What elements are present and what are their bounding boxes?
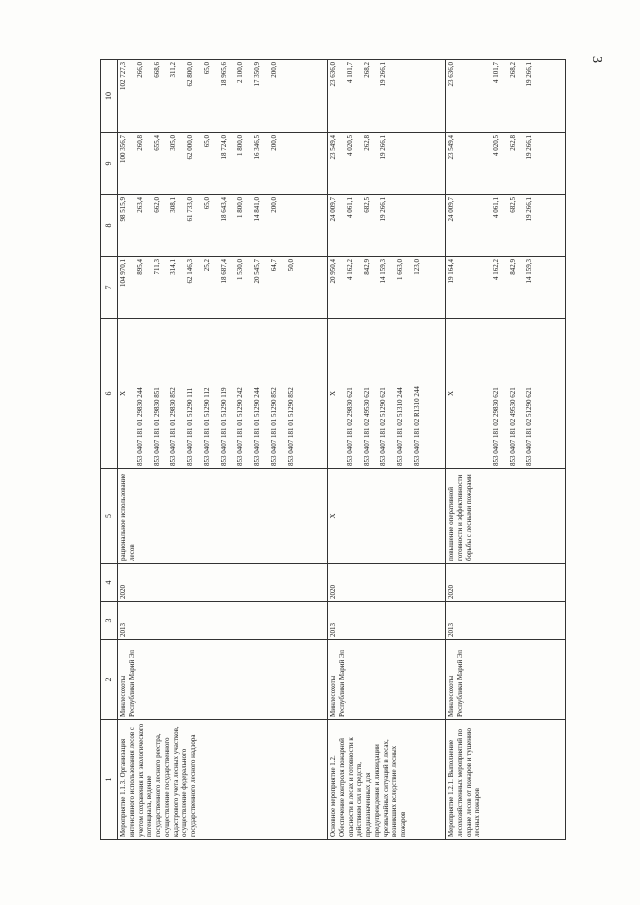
row-executor: Минлесохоты Республики Марий Эл — [446, 640, 566, 720]
header-cell: 4 — [101, 564, 118, 602]
row-end-year: 2020 — [118, 564, 328, 602]
row-name: Мероприятие 1.2.1. Выполнение лесохозяйственных мероприятий по охране лесов от пожаров и тушению лесных пожаров — [446, 720, 566, 840]
row-col10-values: 102 727,3 266,0 668,6 311,2 62 800,0 65,0 18 965,6 2 100,0 17 350,9 200,0 — [118, 60, 328, 133]
row-start-year: 2013 — [118, 602, 328, 640]
row-executor: Минлесохоты Республики Марий Эл — [118, 640, 328, 720]
header-cell: 2 — [101, 640, 118, 720]
row-col8-values: 24 009,7 4 061,1 682,5 19 266,1 — [446, 195, 566, 257]
row-codes: X 853 0407 181 01 29830 244 853 0407 181 01 29830 851 853 0407 181 01 29830 852 853 0407 181 01 51290 111 853 0407 181 01 51290 112 853 0407 181 01 51290 119 853 0407 181 01 51290 242 853 0407 181 01 51290 244 853 0407 181 01 51290 852 853 0407 181 01 51290 852 — [118, 319, 328, 469]
row-end-year: 2020 — [446, 564, 566, 602]
row-col9-values: 100 356,7 260,8 655,4 305,0 62 000,0 65,0 18 724,0 1 800,0 16 346,5 200,0 — [118, 133, 328, 195]
header-cell: 6 — [101, 319, 118, 469]
row-col10-values: 23 636,0 4 101,7 268,2 19 266,1 — [446, 60, 566, 133]
header-cell: 9 — [101, 133, 118, 195]
table-row — [328, 60, 446, 840]
header-cell: 1 — [101, 720, 118, 840]
row-codes: X 853 0407 181 02 29830 621 853 0407 181 02 49530 621 853 0407 181 02 51290 621 853 0407 181 02 51310 244 853 0407 181 02 R1310 244 — [328, 319, 446, 469]
row-col7-values: 104 970,1 895,4 711,3 314,1 62 146,3 25,2 18 687,4 1 530,0 20 545,7 64,7 50,0 — [118, 257, 328, 319]
table-row — [446, 60, 566, 840]
page-number: 3 — [589, 56, 604, 63]
header-cell: 8 — [101, 195, 118, 257]
table-row — [118, 60, 328, 840]
rotated-table-container — [100, 60, 570, 840]
row-start-year: 2013 — [446, 602, 566, 640]
row-result: X — [328, 469, 446, 564]
row-col9-values: 23 549,4 4 020,5 262,8 19 266,1 — [446, 133, 566, 195]
header-cell: 7 — [101, 257, 118, 319]
row-executor: Минлесохоты Республики Марий Эл — [328, 640, 446, 720]
row-name: Мероприятие 1.1.3. Организация интенсивного использования лесов с учетом сохранения их экологического потенциала, ведение государственного лесного реестра, осуществление государственного кадастрового учета лесных участков, осуществление федерального государственного лесного надзора — [118, 720, 328, 840]
row-result: повышение оперативной готовности и эффективности борьбы с лесными пожарами — [446, 469, 566, 564]
row-col8-values: 98 515,9 263,4 662,0 308,1 61 733,0 65,0 18 643,4 1 800,0 14 841,0 200,0 — [118, 195, 328, 257]
budget-table — [100, 59, 566, 840]
row-col9-values: 23 549,4 4 020,5 262,8 19 266,1 — [328, 133, 446, 195]
row-codes: X 853 0407 181 02 29830 621 853 0407 181 02 49530 621 853 0407 181 02 51290 621 — [446, 319, 566, 469]
row-name: Основное мероприятие 1.2. Обеспечение контроля пожарной опасности в лесах и готовности к действиям сил и средств, предназначенных для предупреждения и ликвидации чрезвычайных ситуаций в лесах, возникших вследствие лесных пожаров — [328, 720, 446, 840]
header-cell: 10 — [101, 60, 118, 133]
row-col7-values: 20 950,4 4 162,2 842,9 14 159,3 1 663,0 123,0 — [328, 257, 446, 319]
header-cell: 3 — [101, 602, 118, 640]
header-row — [101, 60, 118, 840]
row-result: рациональное использование лесов — [118, 469, 328, 564]
row-col7-values: 19 164,4 4 162,2 842,9 14 159,3 — [446, 257, 566, 319]
row-end-year: 2020 — [328, 564, 446, 602]
row-col8-values: 24 009,7 4 061,1 682,5 19 266,1 — [328, 195, 446, 257]
row-start-year: 2013 — [328, 602, 446, 640]
header-cell: 5 — [101, 469, 118, 564]
row-col10-values: 23 636,0 4 101,7 268,2 19 266,1 — [328, 60, 446, 133]
